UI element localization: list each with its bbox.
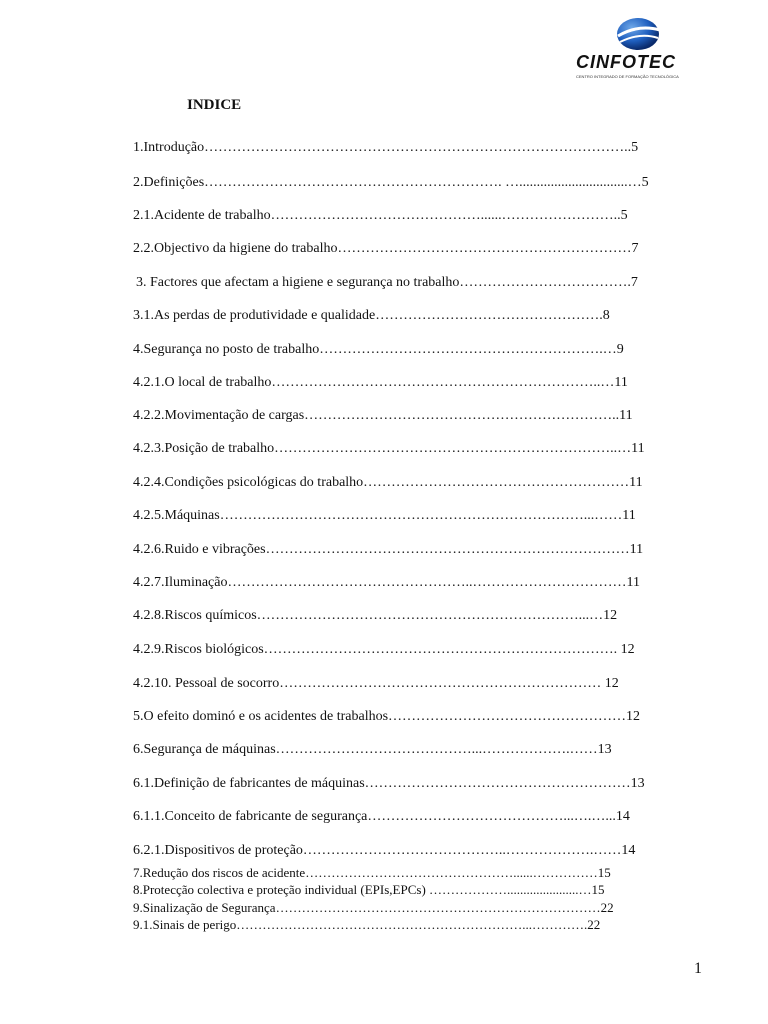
toc-entry: 5.O efeito dominó e os acidentes de trabalhos……………………………………………12 [133,709,641,724]
toc-entry: 4.2.5.Máquinas……………………………………………………………………...……11 [133,508,636,523]
toc-entry: 6.1.Definição de fabricantes de máquinas…………………………………………………13 [133,776,645,791]
toc-entry: 9.1.Sinais de perigo…………………………………………………………...………….22 [133,917,601,932]
toc-entry: 4.2.2.Movimentação de cargas…………………………………………………………..11 [133,408,633,423]
logo-wordmark: CINFOTEC [576,52,676,72]
toc-entry: 4.2.6.Ruido e vibrações……………………………………………………………………11 [133,542,644,557]
logo-subtitle: CENTRO INTEGRADO DE FORMAÇÃO TECNOLÓGICA [576,74,679,79]
toc-entry: 6.1.1.Conceito de fabricante de segurança……………………………………...….…...14 [133,809,630,824]
toc-entry: 4.2.9.Riscos biológicos…………………………………………………………………. 12 [133,642,635,657]
toc-entry: 4.2.1.O local de trabalho……………………………………………………………..…11 [133,375,628,390]
index-title: INDICE [187,97,242,113]
toc-entry: 8.Protecção colectiva e proteção individual (EPIs,EPCs) ………………......................…15 [133,882,605,897]
toc-entry: 4.2.4.Condições psicológicas do trabalho…………………………………………………11 [133,475,643,490]
toc-entry: 2.Definições………………………………………………………. …...............................…5 [133,175,649,190]
toc-entry: 6.2.1.Dispositivos de proteção……………………………………..……………….……14 [133,843,636,858]
toc-entry: 7.Redução dos riscos de acidente…………………………………………......……………15 [133,865,611,880]
page-number: 1 [694,960,702,977]
toc-entry: 4.2.3.Posição de trabalho………………………………………………………………..…11 [133,441,645,456]
toc-entry: 4.2.7.Iluminação……………………………………………..……………………………11 [133,575,640,590]
toc-entry: 3.1.As perdas de produtividade e qualidade………………………………………….8 [133,308,610,323]
toc-entry: 4.Segurança no posto de trabalho…………………………………………………….…9 [133,342,624,357]
toc-entry: 9.Sinalização de Segurança…………………………………………………………………22 [133,900,614,915]
toc-entry: 3. Factores que afectam a higiene e segurança no trabalho……………………………….7 [136,275,638,290]
toc-entry: 2.1.Acidente de trabalho………………………………………......……………………..5 [133,208,628,223]
toc-entry: 6.Segurança de máquinas……………………………………...……………….……13 [133,742,612,757]
toc-entry: 4.2.8.Riscos químicos……………………………………………………………...…12 [133,608,618,623]
toc-entry: 1.Introdução………………………………………………………………………………..5 [133,140,639,155]
toc-entry: 2.2.Objectivo da higiene do trabalho………………………………………………………7 [133,241,639,256]
toc-entry: 4.2.10. Pessoal de socorro…………………………………………………………… 12 [133,676,619,691]
